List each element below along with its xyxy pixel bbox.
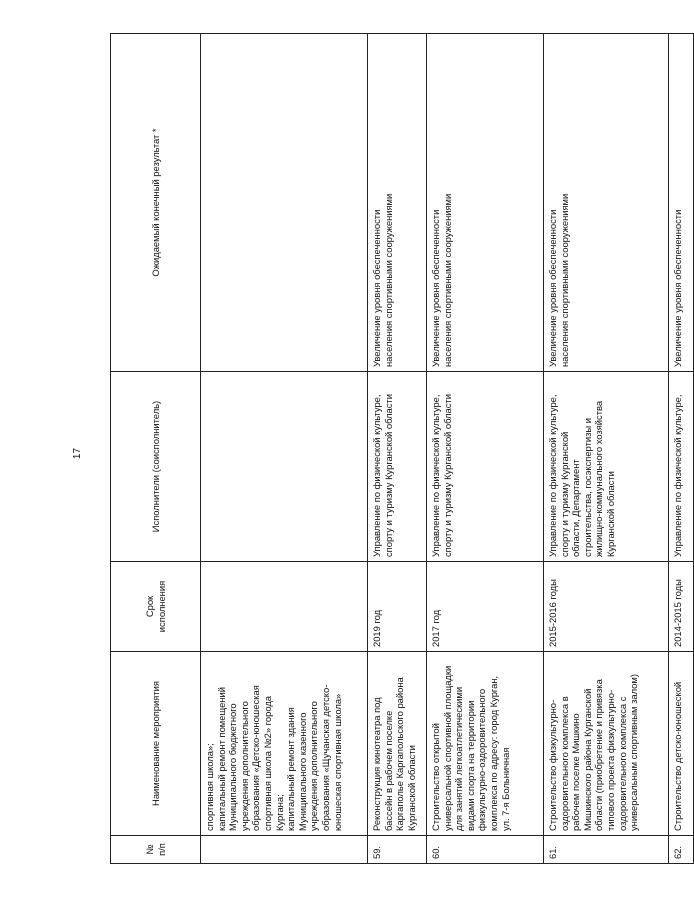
cell-result-line: Увеличение уровня обеспеченности: [547, 209, 558, 367]
cell-name-line: Строительство детско-юношеской: [672, 681, 683, 831]
cell-executor-line: жилищно-коммунального хозяйства: [593, 400, 605, 557]
cell-num: 60.: [427, 836, 544, 864]
cell-term: 2015-2016 годы: [544, 562, 669, 652]
cell-name-line: видами спорта на территории: [464, 700, 476, 831]
header-num-line: №: [143, 844, 155, 855]
cell-name-line: Кургана;: [273, 794, 285, 831]
cell-result-line: Увеличение уровня обеспеченности: [672, 209, 683, 367]
cell-result-line: населения спортивными сооружениями: [558, 193, 570, 367]
cell-result: [427, 34, 544, 372]
header-name: Наименование мероприятия: [111, 652, 201, 836]
cell-name-line: Реконструкция кинотеатра под: [371, 697, 382, 831]
table-row: [669, 34, 694, 864]
cell-name-line: юношеская спортивная школа»: [331, 693, 343, 831]
table-row: [427, 34, 544, 864]
header-num-line: п/п: [155, 843, 167, 856]
cell-name-line: Муниципального казенного: [296, 712, 308, 831]
header-term: [111, 562, 201, 652]
activities-table-wrapper: [110, 34, 683, 864]
cell-name: [368, 652, 427, 836]
cell-name-line: Курганской области: [405, 745, 417, 831]
cell-name-line: Каргаполье Каргапольского района: [394, 677, 406, 831]
header-term-line: Срок: [143, 595, 155, 618]
cell-executor: [669, 372, 694, 562]
cell-name-line: образования «Детско-юношеская: [250, 685, 262, 831]
cell-term: 2019 год: [368, 562, 427, 652]
cell-executor-line: Управление по физической культуре,: [547, 394, 558, 557]
cell-executor-line: спорту и туризму Курганской области: [441, 394, 453, 557]
table-row: [368, 34, 427, 864]
header-num: [111, 836, 201, 864]
table-row: [201, 34, 368, 864]
cell-result: [669, 34, 694, 372]
cell-executor-line: области, Департамент: [570, 459, 582, 557]
cell-executor-line: Управление по физической культуре,: [371, 394, 382, 557]
cell-result-line: Увеличение уровня обеспеченности: [430, 209, 441, 367]
cell-result: [201, 34, 368, 372]
cell-executor: [368, 372, 427, 562]
cell-name-line: учреждения дополнительного: [238, 701, 250, 831]
cell-result: [368, 34, 427, 372]
cell-name-line: Строительство физкультурно-: [547, 699, 558, 831]
cell-executor: [427, 372, 544, 562]
cell-name-line: оздоровительного комплекса в: [558, 696, 570, 831]
cell-executor-line: Управление по физической культуре,: [672, 394, 683, 557]
cell-executor-line: спорту и туризму Курганской области: [382, 394, 394, 557]
cell-name: [669, 652, 694, 836]
activities-table: [110, 33, 694, 864]
cell-result-line: населения спортивными сооружениями: [441, 193, 453, 367]
cell-name: [201, 652, 368, 836]
cell-name: [427, 652, 544, 836]
cell-term: 2014-2015 годы: [669, 562, 694, 652]
cell-num: [201, 836, 368, 864]
cell-name-line: универсальным спортивным залом): [628, 674, 640, 831]
cell-term: 2017 год: [427, 562, 544, 652]
cell-name-line: области (приобретение и привязка: [593, 679, 605, 831]
cell-name-line: ул. 7-я Больничная: [499, 747, 511, 831]
header-term-line: исполнения: [155, 580, 167, 633]
cell-executor: [201, 372, 368, 562]
page-number: 17: [72, 447, 84, 460]
cell-name-line: спортивная школа №2» города: [261, 695, 273, 831]
cell-name-line: Мишкинского района Курганской: [581, 688, 593, 831]
table-row: [544, 34, 669, 864]
cell-name-line: Строительство открытой: [430, 723, 441, 831]
cell-name-line: оздоровительного комплекса с: [616, 696, 628, 831]
cell-name-line: рабочем поселке Мишкино: [570, 713, 582, 831]
cell-name-line: капитальный ремонт помещений: [215, 687, 227, 831]
cell-num: 61.: [544, 836, 669, 864]
cell-executor-line: спорту и туризму Курганской: [558, 431, 570, 557]
cell-name-line: физкультурно-оздоровительного: [476, 688, 488, 831]
header-executor: Исполнители (соисполнитель): [111, 372, 201, 562]
cell-result: [544, 34, 669, 372]
cell-executor-line: Курганской области: [604, 471, 616, 557]
cell-name-line: учреждения дополнительного: [308, 701, 320, 831]
cell-name-line: образования «Щучанская детско-: [319, 684, 331, 831]
cell-executor: [544, 372, 669, 562]
cell-name-line: Муниципального бюджетного: [227, 703, 239, 831]
cell-name-line: спортивная школа»;: [204, 743, 215, 831]
cell-result-line: Увеличение уровня обеспеченности: [371, 209, 382, 367]
cell-name: [544, 652, 669, 836]
cell-name-line: для занятий легкоатлетическими: [453, 686, 465, 831]
cell-name-line: комплекса по адресу: город Курган,: [487, 675, 499, 831]
cell-name-line: типового проекта физкультурно-: [604, 689, 616, 831]
header-result: Ожидаемый конечный результат *: [111, 34, 201, 372]
table-header-row: [111, 34, 201, 864]
cell-name-line: универсальной спортивной площадки: [441, 665, 453, 831]
cell-num: 59.: [368, 836, 427, 864]
cell-num: 62.: [669, 836, 694, 864]
cell-executor-line: Управление по физической культуре,: [430, 394, 441, 557]
cell-executor-line: строительства, госэкспертизы и: [581, 418, 593, 557]
cell-name-line: бассейн в рабочем поселке: [382, 710, 394, 831]
cell-name-line: капитальный ремонт здания: [285, 707, 297, 831]
cell-result-line: населения спортивными сооружениями: [382, 193, 394, 367]
cell-term: [201, 562, 368, 652]
